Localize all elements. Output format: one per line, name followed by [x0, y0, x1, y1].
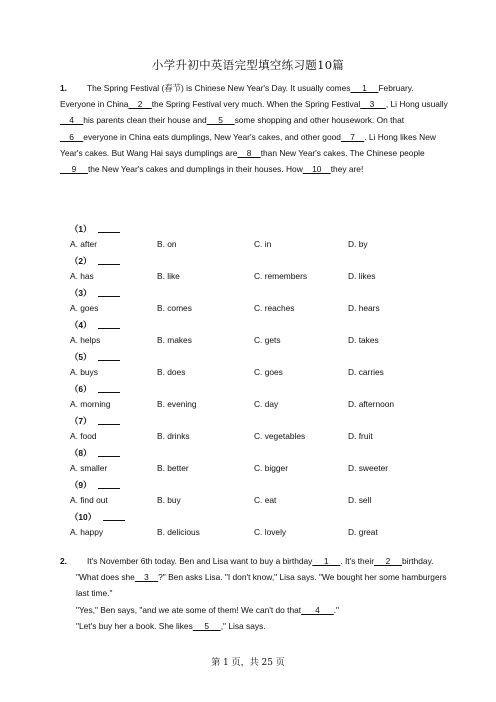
option-d: D. by [348, 239, 368, 249]
answer-blank-line [98, 288, 120, 297]
question-number: （3） [70, 288, 92, 298]
option-b: B. delicious [157, 527, 200, 537]
option-b: B. evening [157, 399, 197, 409]
option-c: C. in [254, 239, 272, 249]
option-a: A. morning [70, 399, 111, 409]
passage-text: birthday. [401, 556, 434, 566]
blank-1: 1 [350, 83, 379, 93]
passage-number: 1. [60, 83, 67, 93]
passage-number: 2. [60, 556, 67, 566]
passage-paragraph [60, 569, 448, 601]
option-a: A. buys [70, 367, 98, 377]
passage-text: the Spring Festival very much. When the Spring Festival [151, 99, 361, 110]
answer-blank-line [98, 256, 120, 265]
option-d: D. carries [348, 367, 384, 377]
passage-1 [60, 80, 448, 177]
blank-7: 7 [340, 131, 365, 142]
passage-text: ?" Ben asks Lisa. "I don't know," Lisa says. "We bought her some hamburgers last time." [76, 572, 447, 599]
option-b: B. buy [157, 495, 181, 505]
option-d: D. takes [348, 335, 379, 345]
option-d: D. sweeter [348, 463, 389, 473]
option-a: A. food [70, 431, 97, 441]
passage-text: "Yes," Ben says, "and we ate some of them! We can't do that [76, 604, 302, 615]
blank-5: 5 [192, 620, 221, 631]
option-a: A. find out [70, 495, 108, 505]
passage-paragraph [60, 553, 448, 569]
option-d: D. likes [348, 271, 376, 281]
option-b: B. on [157, 239, 177, 249]
passage-text: they are! [330, 164, 364, 175]
passage-text: The Spring Festival (春节) is Chinese New Year's Day. It usually comes [87, 83, 351, 93]
blank-2: 2 [128, 99, 152, 110]
passage-text: some shopping and other housework. On that [234, 115, 405, 126]
option-a: A. happy [70, 527, 104, 537]
passage-text: "What does she [76, 572, 135, 583]
blank-10: 10 [302, 164, 331, 175]
passage-text: ," Lisa says. [220, 620, 266, 631]
blank-5: 5 [206, 115, 235, 126]
blank-4: 4 [60, 115, 84, 126]
question-number: （8） [70, 448, 92, 458]
passage-text: , Li Hong usually [385, 99, 448, 110]
option-c: C. lovely [254, 527, 287, 537]
option-a: A. goes [70, 303, 99, 313]
answer-blank-line [98, 384, 120, 393]
option-a: A. after [70, 239, 97, 249]
option-d: D. sell [348, 495, 372, 505]
answer-blank-line [98, 480, 120, 489]
option-b: B. drinks [157, 431, 190, 441]
option-d: D. afternoon [348, 399, 395, 409]
question-number: （1） [70, 224, 92, 234]
passage-paragraph [60, 602, 448, 618]
passage-text: February. Everyone in China [60, 83, 414, 110]
blank-3: 3 [360, 99, 386, 110]
passage-text: It's November 6th today. Ben and Lisa want to buy a birthday [87, 556, 313, 566]
passage-paragraph [60, 618, 448, 634]
option-c: C. remembers [254, 271, 308, 281]
option-c: C. vegetables [254, 431, 306, 441]
passage-text: than New Year's cakes. The Chinese people [260, 147, 425, 158]
question-number: （6） [70, 384, 92, 394]
passage-text: . It's their [340, 556, 375, 566]
option-c: C. day [254, 399, 279, 409]
passage-text: . Li Hong likes New Year's cakes. But Wang Hai says dumplings are [60, 131, 436, 158]
answer-blank-line [103, 512, 125, 521]
answer-blank-line [98, 224, 120, 233]
option-d: D. fruit [348, 431, 373, 441]
option-b: B. like [157, 271, 180, 281]
question-number: （2） [70, 256, 92, 266]
blank-8: 8 [237, 147, 261, 158]
option-c: C. bigger [254, 463, 288, 473]
option-d: D. great [348, 527, 378, 537]
blank-6: 6 [60, 131, 84, 142]
option-c: C. reaches [254, 303, 295, 313]
option-c: C. eat [254, 495, 277, 505]
option-b: B. makes [157, 335, 192, 345]
blank-1: 1 [312, 556, 341, 566]
option-c: C. goes [254, 367, 283, 377]
passage-2 [60, 553, 448, 634]
question-number: （4） [70, 320, 92, 330]
passage-text: his parents clean their house and [83, 115, 207, 126]
question-number: （9） [70, 480, 92, 490]
question-number: （5） [70, 352, 92, 362]
option-c: C. gets [254, 335, 281, 345]
blank-4: 4 [301, 604, 334, 615]
page-footer: 第 1 页，共 25 页 [211, 658, 285, 668]
blank-9: 9 [60, 164, 88, 175]
option-a: A. helps [70, 335, 101, 345]
page-title: 小学升初中英语完型填空练习题10篇 [151, 58, 345, 72]
option-d: D. hears [348, 303, 380, 313]
answer-blank-line [98, 352, 120, 361]
answer-blank-line [98, 448, 120, 457]
answer-blank-line [98, 416, 120, 425]
option-a: A. smaller [70, 463, 108, 473]
blank-3: 3 [134, 572, 159, 583]
passage-text: "Let's buy her a book. She likes [76, 620, 193, 631]
question-number: （7） [70, 416, 92, 426]
option-b: B. better [157, 463, 189, 473]
option-b: B. does [157, 367, 186, 377]
blank-2: 2 [374, 556, 402, 566]
option-b: B. comes [157, 303, 192, 313]
passage-text: the New Year's cakes and dumplings in their houses. How [87, 164, 303, 175]
passage-text: ." [333, 604, 340, 615]
question-number: （10） [70, 512, 97, 522]
option-a: A. has [70, 271, 94, 281]
passage-text: everyone in China eats dumplings, New Year's cakes, and other good [83, 131, 341, 142]
answer-blank-line [98, 320, 120, 329]
